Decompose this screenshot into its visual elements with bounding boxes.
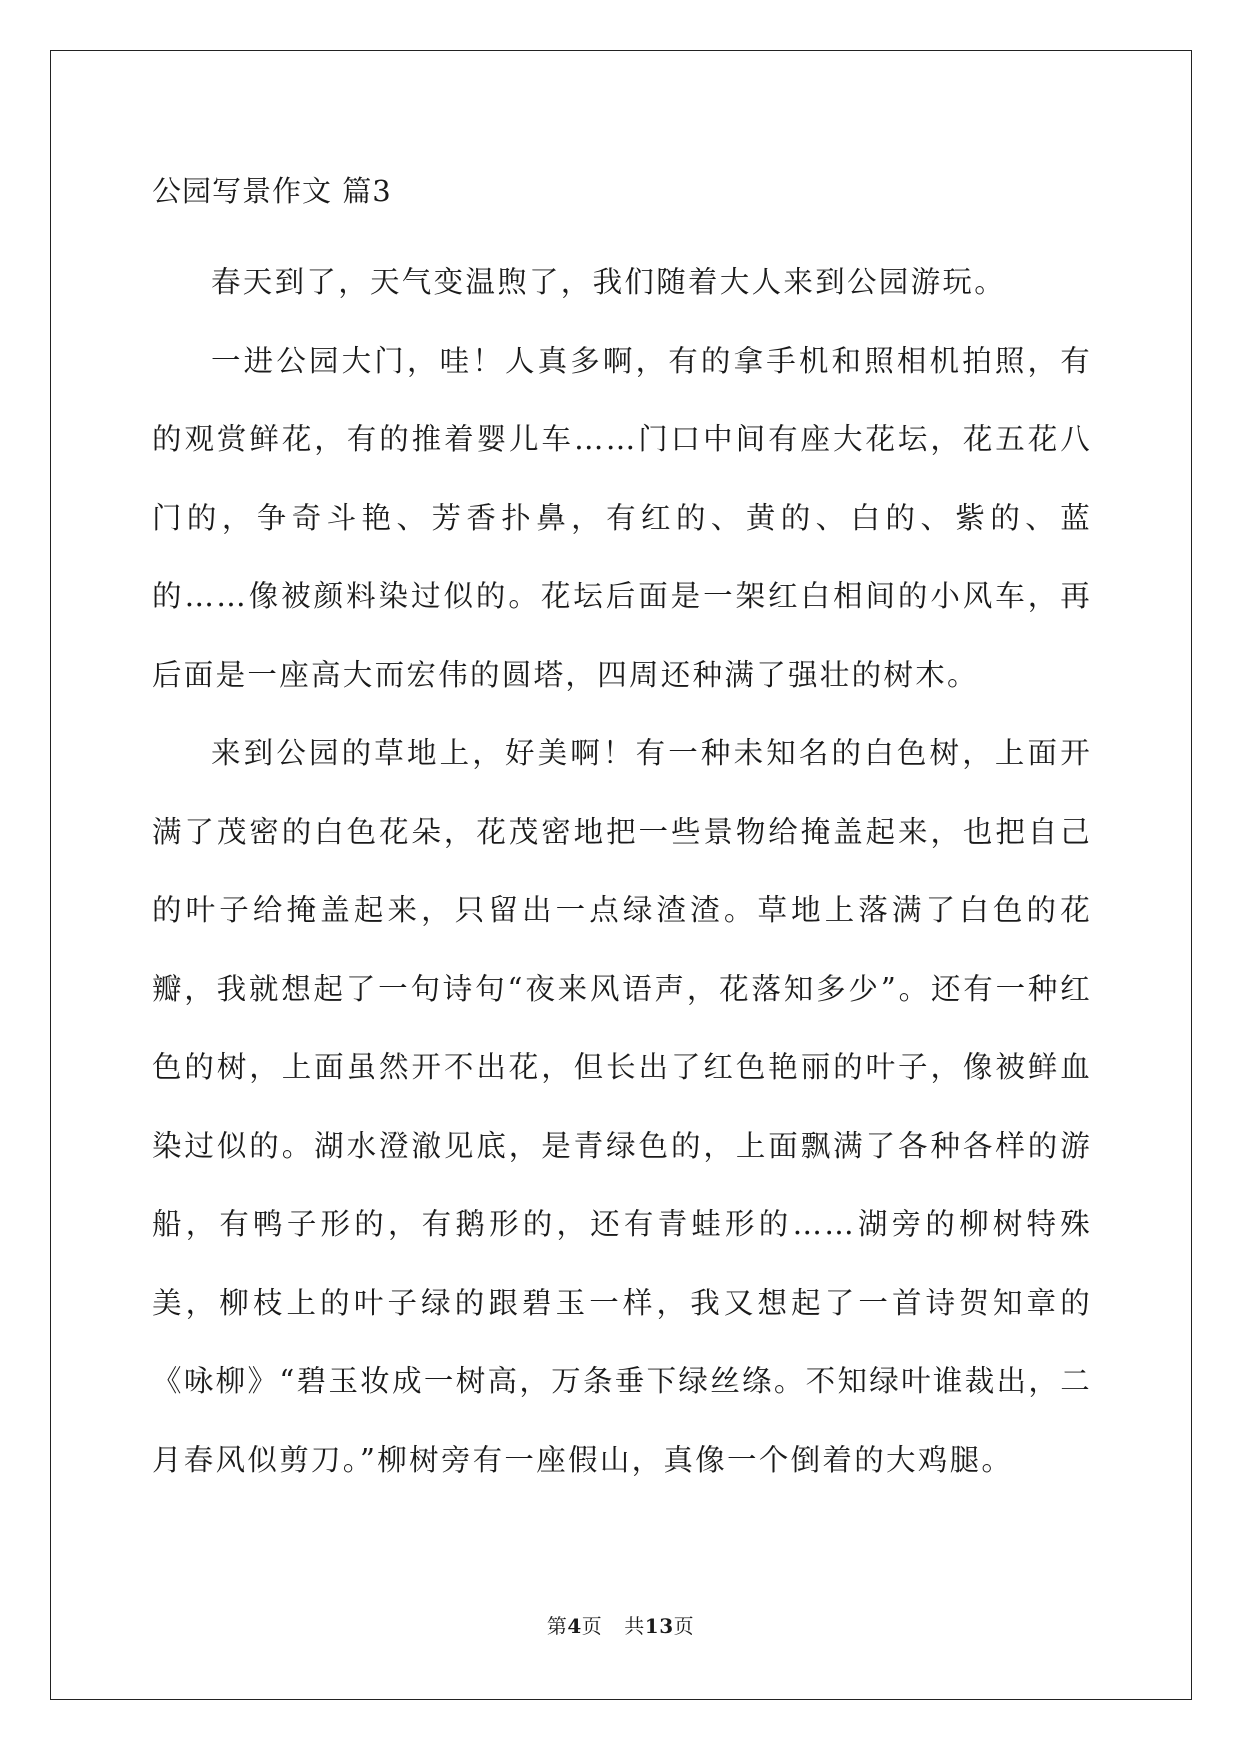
page-prefix: 第	[546, 1614, 568, 1638]
document-title: 公园写景作文 篇3	[152, 174, 392, 208]
paragraph-2: 一进公园大门，哇！人真多啊，有的拿手机和照相机拍照，有的观赏鲜花，有的推着婴儿车……门口中间有座大花坛，花五花八门的，争奇斗艳、芳香扑鼻，有红的、黄的、白的、紫的、蓝的……像被颜料染过似的。花坛后面是一架红白相间的小风车，再后面是一座高大而宏伟的圆塔，四周还种满了强壮的树木。	[152, 343, 1092, 692]
document-body	[152, 165, 1092, 1499]
total-suffix: 页	[673, 1614, 695, 1638]
page-number: 4	[567, 1614, 582, 1638]
paragraph-1: 春天到了，天气变温煦了，我们随着大人来到公园游玩。	[211, 265, 1007, 299]
total-pages: 13	[644, 1614, 674, 1638]
page-footer	[0, 1610, 1241, 1639]
paragraph-3: 来到公园的草地上，好美啊！有一种未知名的白色树，上面开满了茂密的白色花朵，花茂密地把一些景物给掩盖起来，也把自己的叶子给掩盖起来，只留出一点绿渣渣。草地上落满了白色的花瓣，我就想起了一句诗句“夜来风语声，花落知多少”。还有一种红色的树，上面虽然开不出花，但长出了红色艳丽的叶子，像被鲜血染过似的。湖水澄澈见底，是青绿色的，上面飘满了各种各样的游船，有鸭子形的，有鹅形的，还有青蛙形的……湖旁的柳树特殊美，柳枝上的叶子绿的跟碧玉一样，我又想起了一首诗贺知章的《咏柳》“碧玉妆成一树高，万条垂下绿丝绦。不知绿叶谁裁出，二月春风似剪刀。”柳树旁有一座假山，真像一个倒着的大鸡腿。	[152, 736, 1092, 1477]
page-suffix: 页	[581, 1614, 603, 1638]
total-prefix: 共	[624, 1614, 645, 1638]
